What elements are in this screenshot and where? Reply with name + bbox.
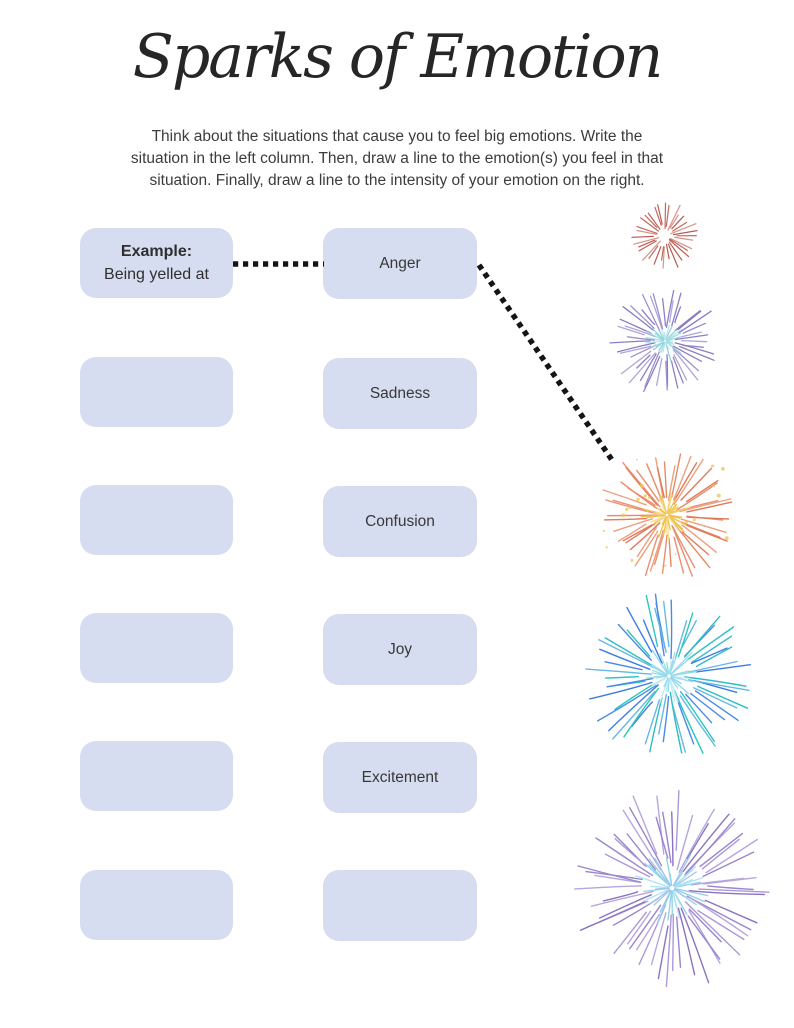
firework-intensity-1[interactable] <box>632 203 697 268</box>
firework-intensity-3[interactable] <box>603 454 732 576</box>
firework-intensity-2[interactable] <box>610 291 714 392</box>
example-text: Being yelled at <box>104 265 209 283</box>
emotion-label-joy: Joy <box>387 640 413 658</box>
instructions-line-3: situation. Finally, draw a line to the intensity of your emotion on the right. <box>149 172 645 189</box>
emotion-label-anger: Anger <box>379 254 421 272</box>
firework-intensity-5[interactable] <box>575 791 769 987</box>
emotion-label-confusion: Confusion <box>365 512 435 530</box>
instructions-line-2: situation in the left column. Then, draw a line to the emotion(s) you feel in that <box>130 150 664 167</box>
instructions-line-1: Think about the situations that cause you to feel big emotions. Write the <box>151 128 643 145</box>
page-title: Sparks of Emotion <box>132 22 662 92</box>
emotion-label-sadness: Sadness <box>369 384 431 402</box>
firework-intensity-4[interactable] <box>586 594 750 753</box>
emotion-label-excitement: Excitement <box>361 768 439 786</box>
example-label: Example: <box>120 242 193 260</box>
connector-anger-to-intensity-3 <box>479 265 612 460</box>
